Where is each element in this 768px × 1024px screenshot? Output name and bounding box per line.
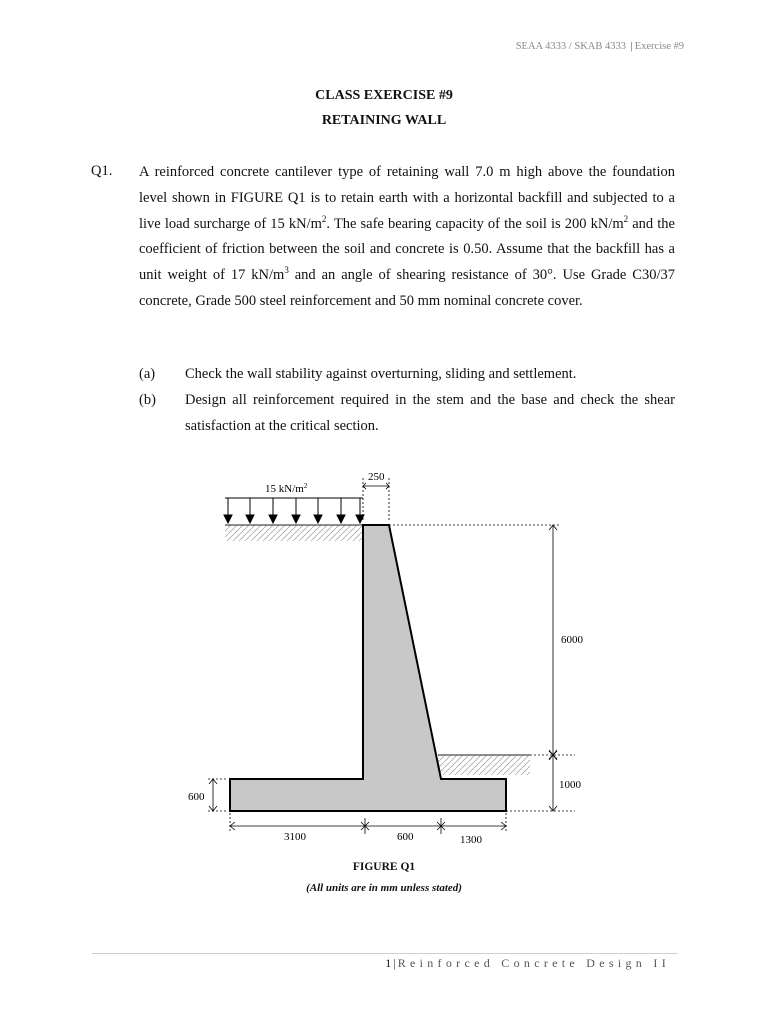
stem-height-label: 6000 [561,634,583,646]
header-separator: | [630,41,633,52]
question-text-a: A reinforced concrete cantilever type of retaining wall 7.0 m high above the foundation level shown in FIGURE Q1 is to retain earth with a horizontal backfill and subjected to a live load surcharge of 15 kN/m [139,164,675,232]
toe-width-label: 3100 [284,831,306,843]
question-text-d: and an angle of shearing resistance of 30°. Use Grade C30/37 concrete, Grade 500 steel reinforcement and 50 mm nominal concrete cover. [139,267,675,309]
part-b-label: (b) [139,392,156,408]
question-text-b: . The safe bearing capacity of the soil is 200 kN/m [326,215,624,232]
exercise-title: CLASS EXERCISE #9 [315,88,453,103]
stem-top-width-label: 250 [368,471,385,483]
surcharge-arrows [224,498,364,523]
figure-caption: FIGURE Q1 [352,861,416,873]
question-text-c: and the coefficient of friction between the soil and concrete is 0.50. Assume that the backfill has a unit weight of 17 kN/m [139,215,675,284]
part-a-label: (a) [139,366,156,382]
footer-separator: | [393,956,396,970]
front-soil-hatch [438,755,530,775]
exercise-subtitle: RETAINING WALL [321,113,447,128]
heel-width-label: 1300 [460,834,482,846]
stem-base-width-label: 600 [397,831,414,843]
header-course: SEAA 4333 / SKAB 4333 [515,41,626,52]
page-footer [385,956,670,971]
stem-top-dimension [363,478,389,522]
footer-divider [92,953,678,954]
figure-note: (All units are in mm unless stated) [306,882,462,894]
base-thickness-dimension [208,779,228,811]
header-exercise: Exercise #9 [634,41,684,52]
part-a-text: Check the wall stability against overturning, sliding and settlement. [185,366,577,382]
footer-course-title: Reinforced Concrete Design II [397,956,670,970]
base-thickness-label: 600 [188,791,205,803]
base-depth-label: 1000 [559,779,581,791]
backfill-soil-hatch [225,525,363,541]
bottom-width-dimensions [230,813,506,834]
question-sup-3: 3 [284,265,289,276]
question-sup-1: 2 [321,213,327,224]
question-label: Q1. [91,163,113,179]
surcharge-label: 15 $kN/m^2$ [265,482,308,495]
question-sup-2: 2 [623,213,629,224]
page-number: 1 [385,956,392,970]
part-b-text: Design all reinforcement required in the stem and the base and check the shear satisfaction at the critical section. [185,392,675,434]
